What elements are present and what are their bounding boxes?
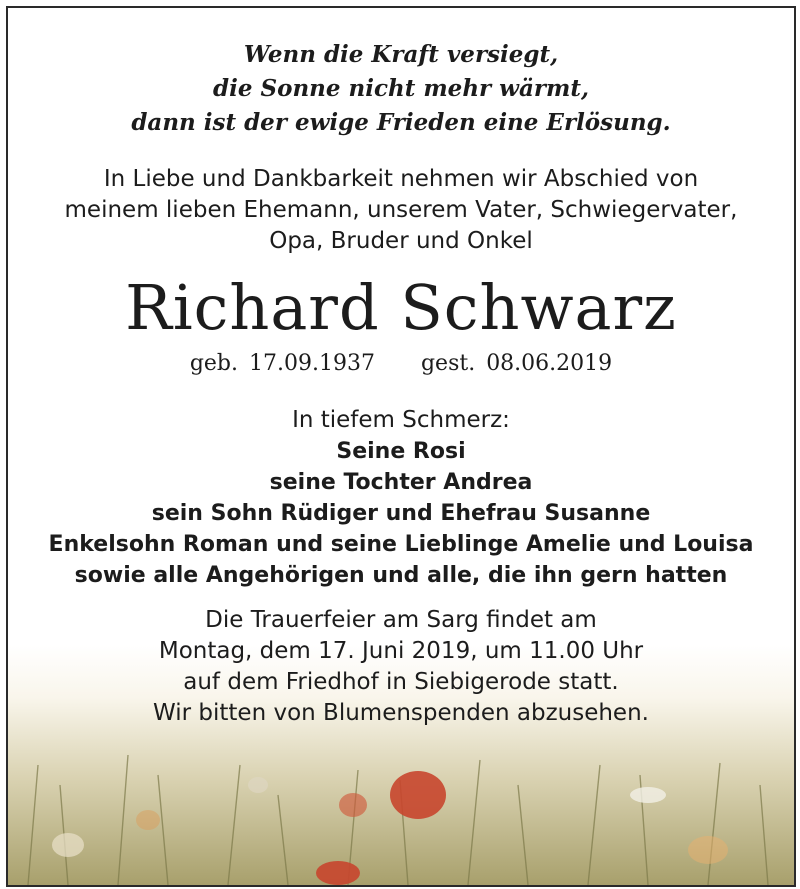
- poem: [8, 38, 794, 140]
- life-dates: [8, 349, 794, 379]
- deceased-name: Richard Schwarz: [125, 271, 677, 344]
- service-line: Wir bitten von Blumenspenden abzusehen.: [153, 700, 649, 726]
- poem-line: dann ist der ewige Frieden eine Erlösung.: [131, 109, 671, 136]
- farewell-intro: [8, 164, 794, 257]
- obituary-frame: [6, 6, 796, 887]
- service-line: Die Trauerfeier am Sarg findet am: [205, 607, 597, 633]
- service-line: auf dem Friedhof in Siebigerode statt.: [183, 669, 619, 695]
- funeral-service-info: [8, 605, 794, 729]
- mourners-list: [8, 436, 794, 591]
- intro-line: Opa, Bruder und Onkel: [269, 228, 533, 254]
- mourning-intro: In tiefem Schmerz:: [292, 407, 510, 433]
- poem-line: Wenn die Kraft versiegt,: [243, 41, 559, 68]
- death-date: gest. 08.06.2019: [420, 351, 613, 376]
- service-line: Montag, dem 17. Juni 2019, um 11.00 Uhr: [158, 638, 644, 664]
- mourner-line: seine Tochter Andrea: [269, 470, 533, 495]
- poppy-flower-1: [390, 771, 446, 819]
- mourner-line: sein Sohn Rüdiger und Ehefrau Susanne: [151, 501, 651, 526]
- birth-date: geb. 17.09.1937: [189, 351, 375, 376]
- mourner-line: Seine Rosi: [336, 439, 466, 464]
- poem-line: die Sonne nicht mehr wärmt,: [213, 75, 589, 102]
- intro-line: meinem lieben Ehemann, unserem Vater, Schwiegervater,: [64, 197, 738, 223]
- mourner-line: Enkelsohn Roman und seine Lieblinge Amelie und Louisa: [48, 532, 754, 557]
- mourner-line: sowie alle Angehörigen und alle, die ihn gern hatten: [74, 563, 728, 588]
- intro-line: In Liebe und Dankbarkeit nehmen wir Abschied von: [103, 166, 699, 192]
